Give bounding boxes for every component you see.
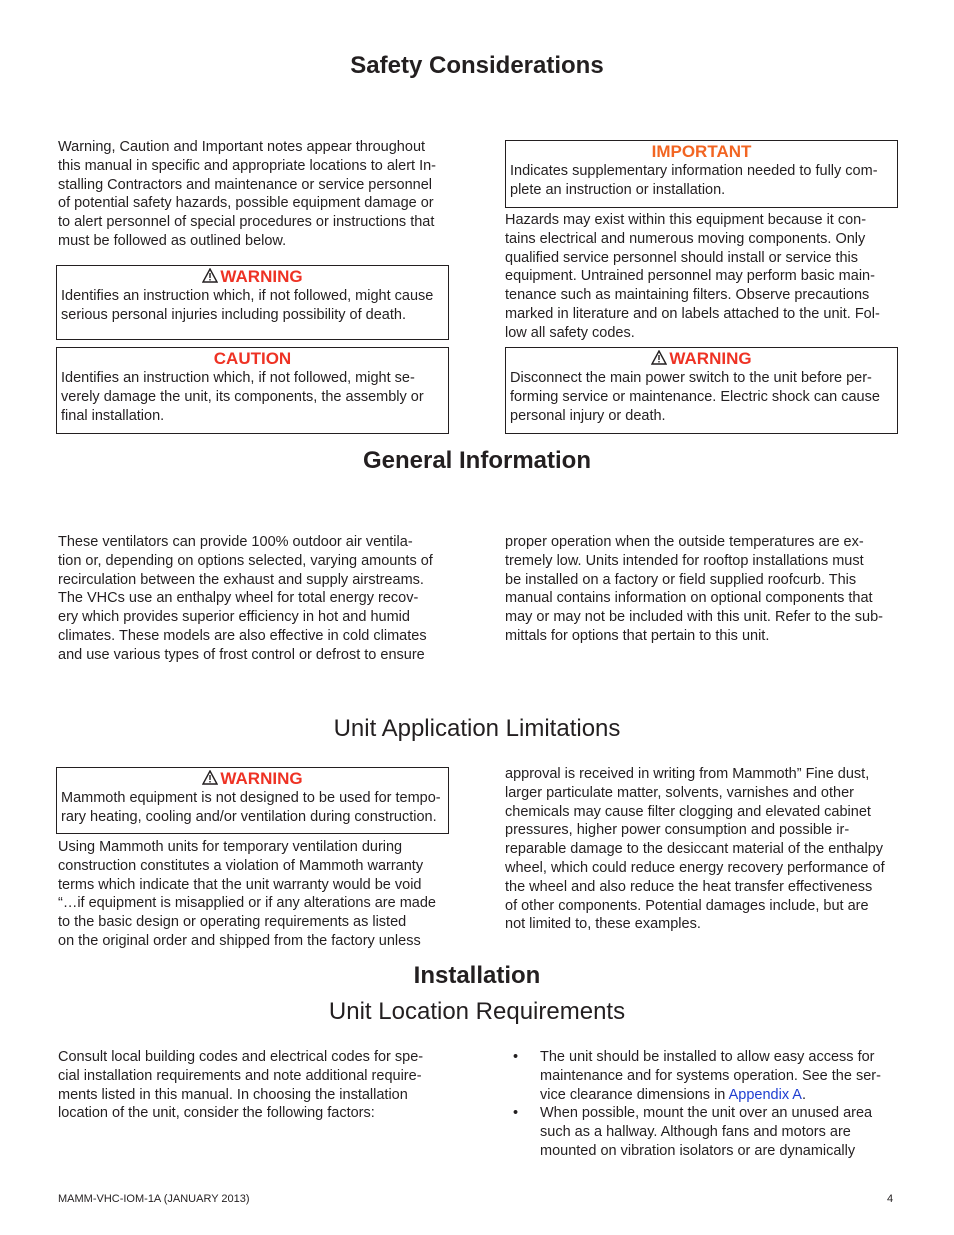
bullet-marker: • xyxy=(513,1049,519,1065)
general-paragraph-col1: These ventilators can provide 100% outdoor air ventila- tion or, depending on options selected, varying amounts of recirculation between the exhaust and supply airstreams. The VHCs use an enthalpy wheel for total energy recov- ery which provides superior efficiency in hot and humid climates. These models are also effective in cold climates and use various types of frost control or defrost to ensure xyxy=(58,534,433,663)
subsection-title-location: Unit Location Requirements xyxy=(328,998,626,1025)
important-box xyxy=(505,140,898,208)
warning-triangle-icon xyxy=(202,268,218,283)
warning-title-text: WARNING xyxy=(220,769,303,788)
warning-title-text: WARNING xyxy=(669,349,752,368)
list-item xyxy=(505,1104,905,1160)
caution-box-body: Identifies an instruction which, if not followed, might se- verely damage the unit, its components, the assembly or final installation. xyxy=(61,370,424,424)
warning-box3-title xyxy=(57,768,448,789)
warning-box2-title xyxy=(506,348,897,369)
warning-box-body: Identifies an instruction which, if not followed, might cause serious personal injuries including possibility of death. xyxy=(61,288,434,323)
list-item xyxy=(505,1048,905,1104)
bullet1-end: . xyxy=(801,1086,807,1103)
limitations-paragraph-col2: approval is received in writing from Mammoth” Fine dust, larger particulate matter, solvents, varnishes and other chemicals may cause filter clogging and elevated cabinet pressures, higher power consumption and possible ir- reparable damage to the desiccant material of the enthalpy wheel, which could reduce energy recovery performance of the wheel and also reduce the heat transfer effectiveness of other components. Potential damages include, but are not limited to, these examples. xyxy=(505,766,885,933)
section-title-limitations: Unit Application Limitations xyxy=(333,715,621,742)
warning-title-text: WARNING xyxy=(220,267,303,286)
safety-intro-paragraph: Warning, Caution and Important notes appear throughout this manual in specific and appropriate locations to alert In- stalling Contractors and maintenance or service personnel of potential safety hazards, possible equipment damage or to alert personnel of special procedures or instructions that must be followed as outlined below. xyxy=(58,139,437,249)
warning-box-injury xyxy=(56,265,449,340)
warning-box2-body: Disconnect the main power switch to the unit before per- forming service or maintenance. Electric shock can cause personal injury or death. xyxy=(510,370,880,424)
appendix-a-link[interactable]: Appendix A xyxy=(728,1086,802,1103)
caution-box xyxy=(56,347,449,434)
warning-triangle-icon xyxy=(651,350,667,365)
bullet1-text: The unit should be installed to allow easy access for maintenance and for systems operation. See the ser- vice clearance dimensions in xyxy=(540,1049,881,1103)
important-box-title: IMPORTANT xyxy=(651,142,752,161)
warning-box-title xyxy=(57,266,448,287)
hazards-paragraph: Hazards may exist within this equipment because it con- tains electrical and numerous moving components. Only qualified service personnel should install or service this equipment. Untrained personnel may perform basic main- tenance such as maintaining filters. Observe precautions marked in literature and on labels attached to the unit. Fol- low all safety codes. xyxy=(505,212,880,341)
bullet-marker: • xyxy=(513,1105,519,1122)
caution-box-title: CAUTION xyxy=(213,349,292,368)
section-title-general: General Information xyxy=(362,447,592,474)
bullet1-paragraph xyxy=(540,1048,900,1104)
general-paragraph-col2: proper operation when the outside temperatures are ex- tremely low. Units intended for rooftop installations must be installed on a factory or field supplied roofcurb. This manual contains information on optional components that may or may not be included with this unit. Refer to the sub- mittals for options that pertain to this unit. xyxy=(505,534,883,644)
warning-triangle-icon xyxy=(202,770,218,785)
footer-page-number: 4 xyxy=(887,1193,894,1205)
limitations-paragraph-col1: Using Mammoth units for temporary ventilation during construction constitutes a violation of Mammoth warranty terms which indicate that the unit warranty would be void “…if equipment is misapplied or if any alterations are made to the basic design or operating requirements as listed on the original order and shipped from the factory unless xyxy=(58,839,436,949)
bullet2-paragraph: When possible, mount the unit over an unused area such as a hallway. Although fans and motors are mounted on vibration isolators or are dynamically xyxy=(540,1105,873,1159)
warning-box-power xyxy=(505,347,898,434)
warning-box-construction xyxy=(56,767,449,834)
location-paragraph-col1: Consult local building codes and electrical codes for spe- cial installation requirements and note additional require- ments listed in this manual. In choosing the installation location of the unit, consider the following factors: xyxy=(58,1049,424,1122)
section-title-installation: Installation xyxy=(413,962,541,989)
important-box-body: Indicates supplementary information needed to fully com- plete an instruction or installation. xyxy=(510,163,878,198)
footer-doc-id: MAMM-VHC-IOM-1A (JANUARY 2013) xyxy=(58,1193,250,1205)
location-bullet-list xyxy=(505,1048,905,1161)
section-title-safety: Safety Considerations xyxy=(350,52,604,79)
warning-box3-body: Mammoth equipment is not designed to be used for tempo- rary heating, cooling and/or ventilation during construction. xyxy=(61,790,441,825)
